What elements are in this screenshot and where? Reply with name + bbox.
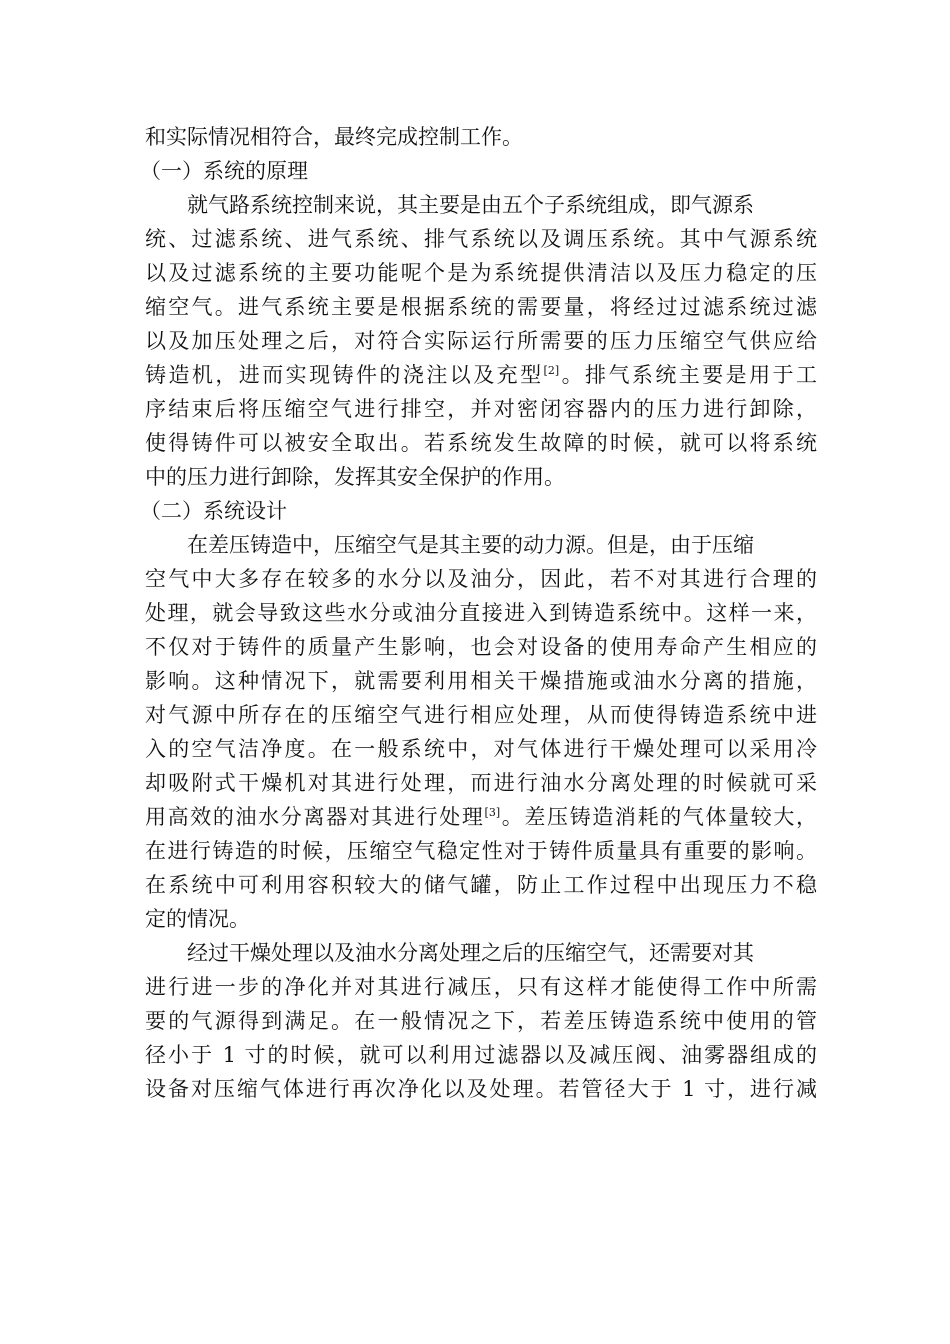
text-line xyxy=(145,1072,817,1106)
line-text: 经过干燥处理以及油水分离处理之后的压缩空气，还需要对其 xyxy=(187,941,754,965)
line-text: 使得铸件可以被安全取出。若系统发生故障的时候，就可以将系统 xyxy=(145,431,817,455)
line-text: 处理，就会导致这些水分或油分直接进入到铸造系统中。这样一来， xyxy=(145,601,817,625)
text-line xyxy=(145,766,817,800)
section-heading xyxy=(140,154,817,188)
line-text: 不仅对于铸件的质量产生影响，也会对设备的使用寿命产生相应的 xyxy=(145,635,817,659)
line-text: 进行进一步的净化并对其进行减压，只有这样才能使得工作中所需 xyxy=(145,975,817,999)
text-line xyxy=(145,222,817,256)
line-text: 影响。这种情况下，就需要利用相关干燥措施或油水分离的措施， xyxy=(145,669,817,693)
text-line xyxy=(145,834,817,868)
text-line xyxy=(145,970,817,1004)
line-text-continued: 。差压铸造消耗的气体量较大， xyxy=(500,805,818,829)
line-text: 在差压铸造中，压缩空气是其主要的动力源。但是，由于压缩 xyxy=(187,533,754,557)
body-text xyxy=(140,120,818,1106)
text-line xyxy=(145,392,817,426)
line-text: 缩空气。进气系统主要是根据系统的需要量，将经过过滤系统过滤 xyxy=(145,295,817,319)
text-line xyxy=(145,120,817,154)
text-line xyxy=(145,630,817,664)
text-line xyxy=(145,1004,817,1038)
text-line xyxy=(145,562,817,596)
line-text: 在进行铸造的时候，压缩空气稳定性对于铸件质量具有重要的影响。 xyxy=(145,839,817,863)
line-text: 入的空气洁净度。在一般系统中，对气体进行干燥处理可以采用冷 xyxy=(145,737,817,761)
line-text: 空气中大多存在较多的水分以及油分，因此，若不对其进行合理的 xyxy=(145,567,817,591)
section-heading xyxy=(140,494,817,528)
line-text: 统、过滤系统、进气系统、排气系统以及调压系统。其中气源系统 xyxy=(145,227,817,251)
line-text: 径小于 1 寸的时候，就可以利用过滤器以及减压阀、油雾器组成的 xyxy=(145,1043,817,1067)
line-text: 和实际情况相符合，最终完成控制工作。 xyxy=(145,125,523,149)
line-text: （一）系统的原理 xyxy=(140,159,308,183)
text-line xyxy=(145,528,817,562)
line-text: 却吸附式干燥机对其进行处理，而进行油水分离处理的时候就可采 xyxy=(145,771,817,795)
text-line xyxy=(145,868,817,902)
text-line xyxy=(145,936,817,970)
line-text: （二）系统设计 xyxy=(140,499,287,523)
text-line xyxy=(145,698,817,732)
citation-ref: [3] xyxy=(484,806,501,819)
line-text: 就气路系统控制来说，其主要是由五个子系统组成，即气源系 xyxy=(187,193,754,217)
line-text: 以及过滤系统的主要功能呢个是为系统提供清洁以及压力稳定的压 xyxy=(145,261,817,285)
line-text: 要的气源得到满足。在一般情况之下，若差压铸造系统中使用的管 xyxy=(145,1009,817,1033)
line-text: 序结束后将压缩空气进行排空，并对密闭容器内的压力进行卸除， xyxy=(145,397,817,421)
text-line xyxy=(145,800,817,834)
text-line xyxy=(145,1038,817,1072)
line-text-continued: 。排气系统主要是用于工 xyxy=(559,363,817,387)
line-text: 设备对压缩气体进行再次净化以及处理。若管径大于 1 寸，进行减 xyxy=(145,1077,817,1101)
line-text: 以及加压处理之后，对符合实际运行所需要的压力压缩空气供应给 xyxy=(145,329,817,353)
text-line xyxy=(145,460,817,494)
text-line xyxy=(145,596,817,630)
text-line xyxy=(145,902,817,936)
text-line xyxy=(145,664,817,698)
text-line xyxy=(145,188,817,222)
line-text: 对气源中所存在的压缩空气进行相应处理，从而使得铸造系统中进 xyxy=(145,703,817,727)
text-line xyxy=(145,426,817,460)
line-text: 在系统中可利用容积较大的储气罐，防止工作过程中出现压力不稳 xyxy=(145,873,817,897)
line-text: 用高效的油水分离器对其进行处理 xyxy=(145,805,485,829)
text-line xyxy=(145,290,817,324)
line-text: 定的情况。 xyxy=(145,907,250,931)
line-text: 中的压力进行卸除，发挥其安全保护的作用。 xyxy=(145,465,565,489)
citation-ref: [2] xyxy=(543,364,560,377)
line-text: 铸造机，进而实现铸件的浇注以及充型 xyxy=(145,363,544,387)
text-line xyxy=(145,324,817,358)
text-line xyxy=(145,256,817,290)
text-line xyxy=(145,732,817,766)
text-line xyxy=(145,358,817,392)
